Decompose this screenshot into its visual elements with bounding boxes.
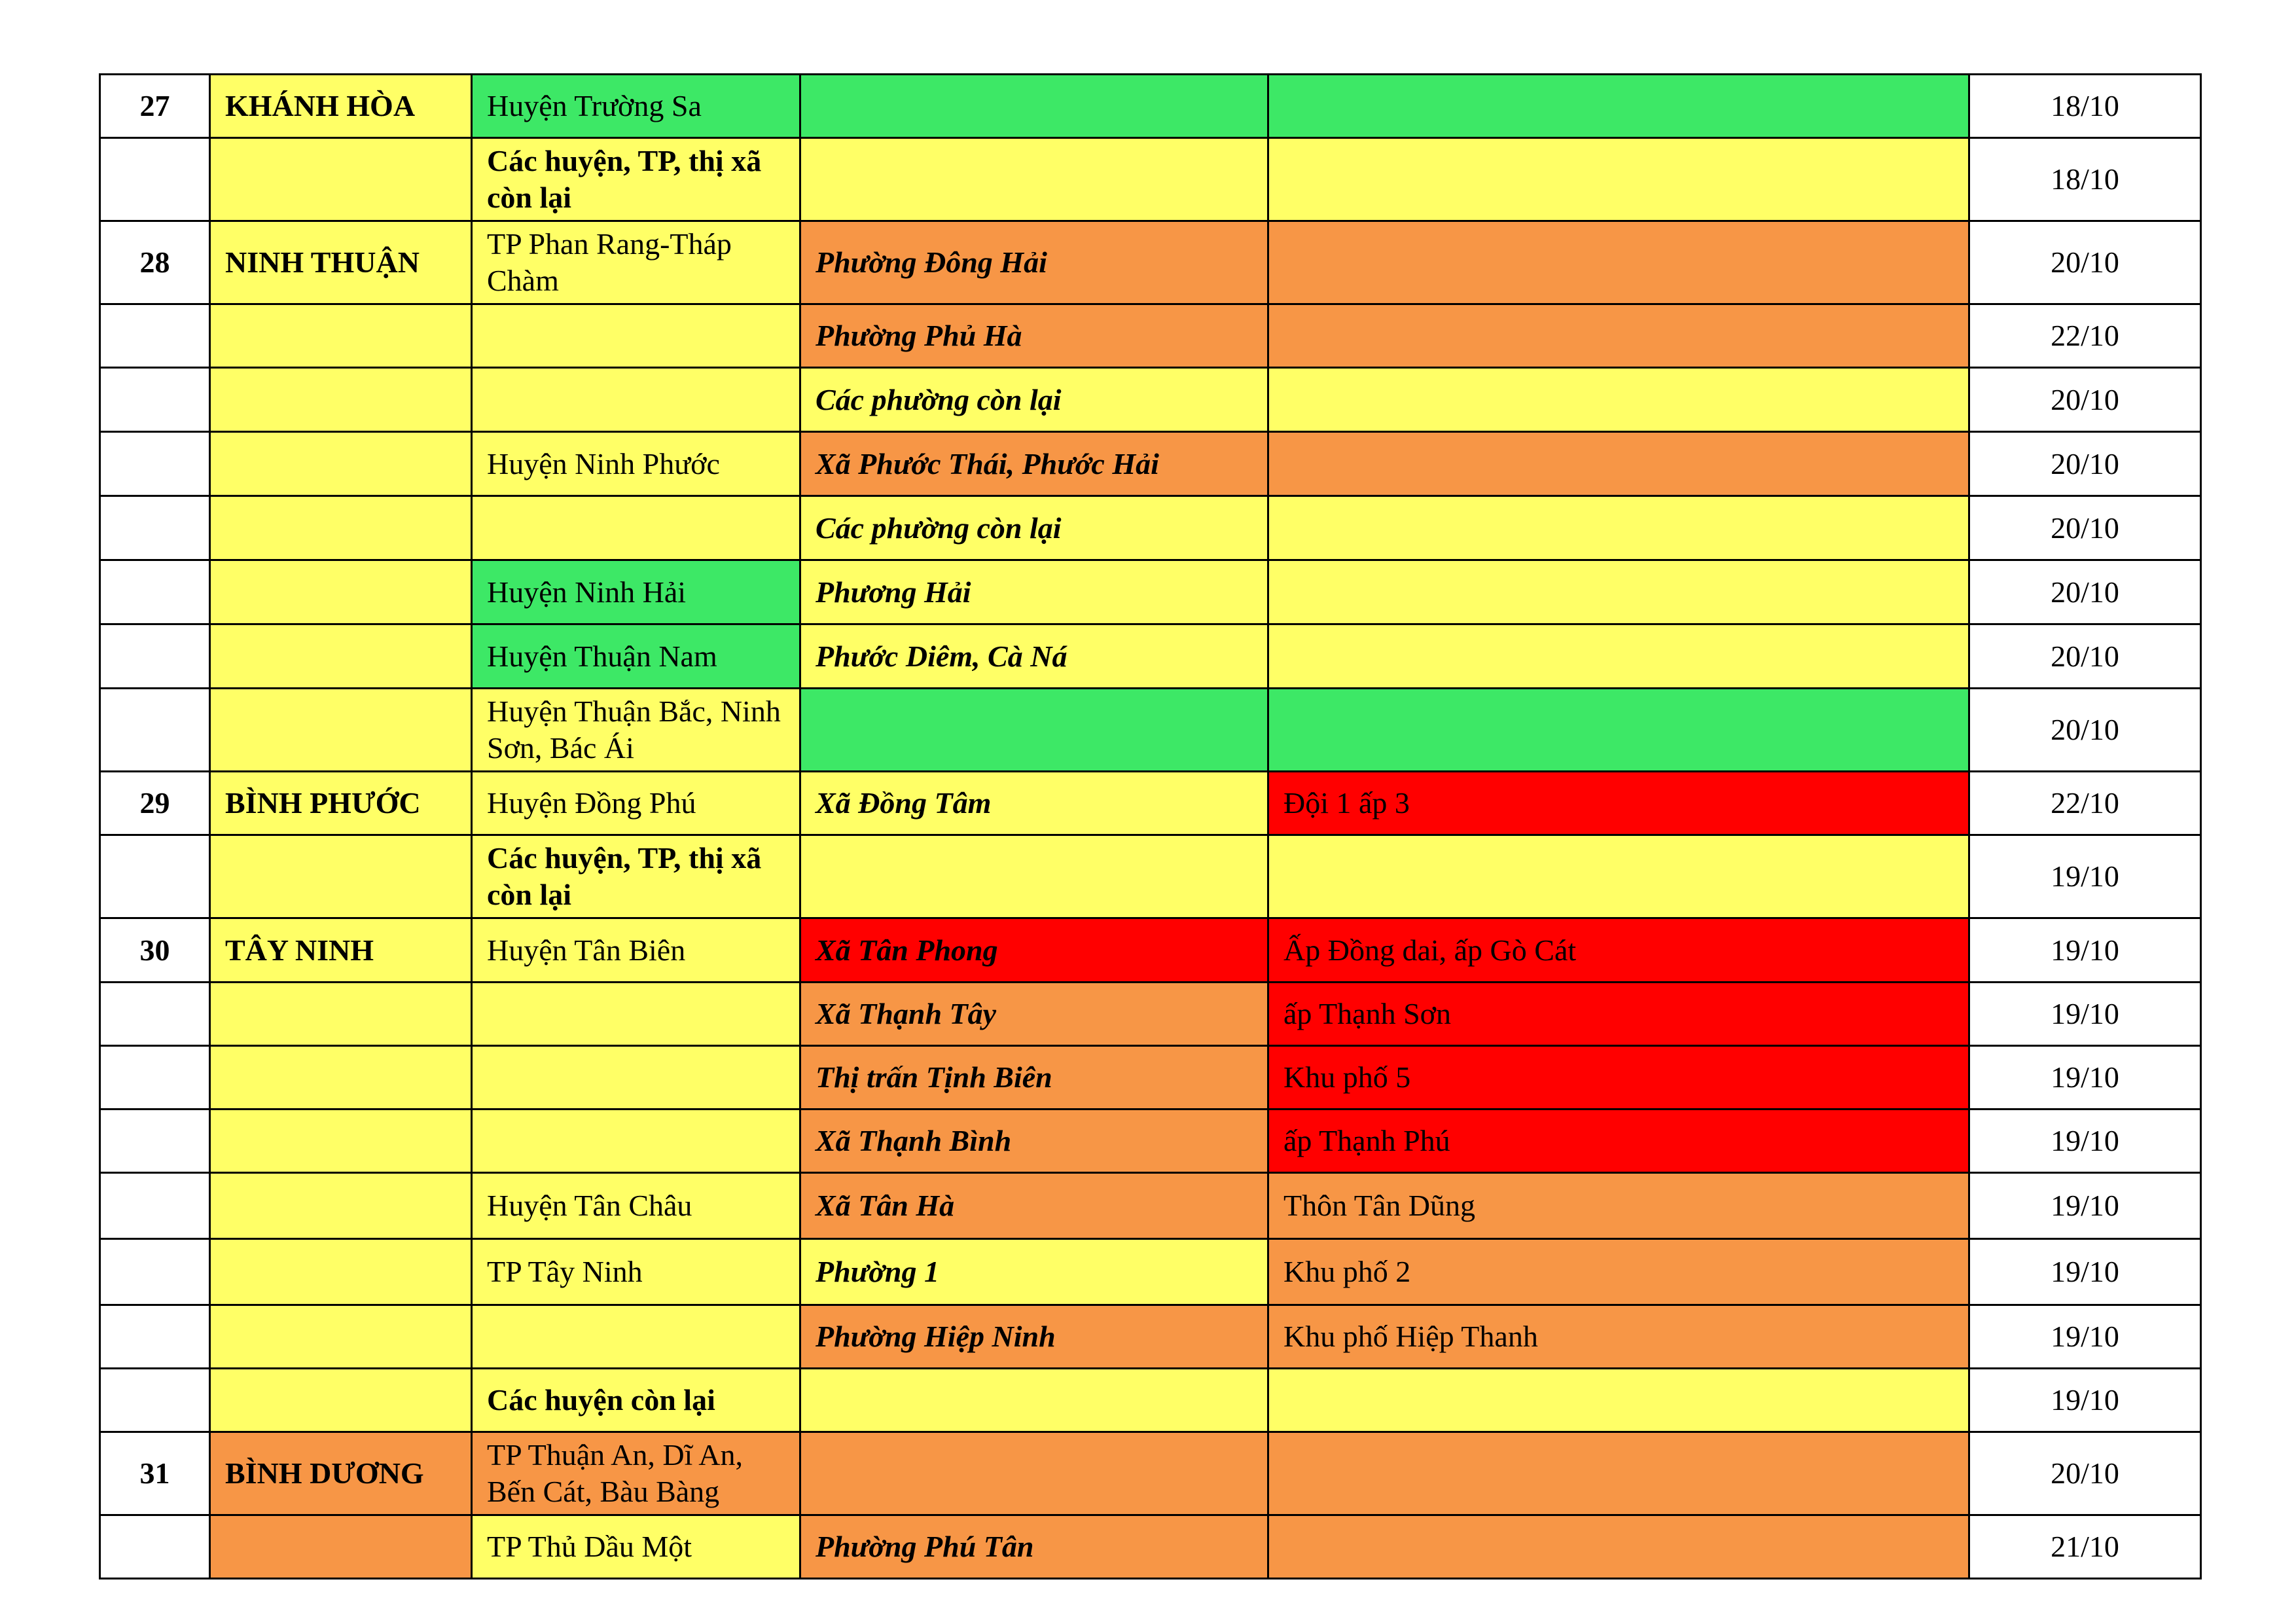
table-row [100,304,2201,368]
district-cell: Huyện Thuận Bắc, Ninh Sơn, Bác Ái [472,689,800,772]
district-cell: Huyện Thuận Nam [472,624,800,689]
province-cell [210,432,472,496]
date-cell: 20/10 [1969,432,2201,496]
province-cell [210,1046,472,1110]
district-cell: Các huyện, TP, thị xã còn lại [472,138,800,221]
hamlet-cell [1268,75,1969,138]
hamlet-cell: Đội 1 ấp 3 [1268,772,1969,835]
table-row [100,432,2201,496]
date-cell: 20/10 [1969,560,2201,624]
district-cell [472,304,800,368]
ward-cell [800,689,1268,772]
province-cell: TÂY NINH [210,918,472,983]
district-cell: TP Thuận An, Dĩ An, Bến Cát, Bàu Bàng [472,1432,800,1515]
province-cell [210,496,472,560]
hamlet-cell [1268,1515,1969,1579]
district-cell [472,368,800,432]
table-row [100,1369,2201,1432]
ward-cell [800,75,1268,138]
district-cell: Các huyện còn lại [472,1369,800,1432]
ward-cell: Phường Đông Hải [800,221,1268,304]
table-row [100,560,2201,624]
ward-cell: Xã Tân Hà [800,1173,1268,1239]
row-number [100,1239,210,1305]
table-row [100,624,2201,689]
hamlet-cell [1268,835,1969,918]
table-row [100,221,2201,304]
row-number: 29 [100,772,210,835]
table-row [100,983,2201,1046]
date-cell: 22/10 [1969,772,2201,835]
ward-cell: Phường Phủ Hà [800,304,1268,368]
hamlet-cell [1268,1369,1969,1432]
row-number [100,1369,210,1432]
row-number: 28 [100,221,210,304]
ward-cell: Xã Thạnh Tây [800,983,1268,1046]
ward-cell: Xã Tân Phong [800,918,1268,983]
ward-cell: Xã Thạnh Bình [800,1110,1268,1173]
hamlet-cell: ấp Thạnh Sơn [1268,983,1969,1046]
row-number: 31 [100,1432,210,1515]
ward-cell: Phước Diêm, Cà Ná [800,624,1268,689]
hamlet-cell [1268,221,1969,304]
ward-cell: Phương Hải [800,560,1268,624]
hamlet-cell [1268,304,1969,368]
district-cell: Huyện Ninh Hải [472,560,800,624]
table-row [100,1046,2201,1110]
province-cell: BÌNH DƯƠNG [210,1432,472,1515]
province-cell: KHÁNH HÒA [210,75,472,138]
district-cell: TP Phan Rang-Tháp Chàm [472,221,800,304]
table-row [100,368,2201,432]
province-cell [210,1173,472,1239]
ward-cell: Phường 1 [800,1239,1268,1305]
district-cell: Các huyện, TP, thị xã còn lại [472,835,800,918]
ward-cell [800,1369,1268,1432]
district-cell: TP Thủ Dầu Một [472,1515,800,1579]
table-row [100,1305,2201,1369]
date-cell: 19/10 [1969,918,2201,983]
ward-cell [800,138,1268,221]
table-row [100,1173,2201,1239]
hamlet-cell: Ấp Đồng dai, ấp Gò Cát [1268,918,1969,983]
province-cell: NINH THUẬN [210,221,472,304]
date-cell: 21/10 [1969,1515,2201,1579]
ward-cell: Các phường còn lại [800,368,1268,432]
date-cell: 20/10 [1969,689,2201,772]
ward-cell: Thị trấn Tịnh Biên [800,1046,1268,1110]
row-number [100,689,210,772]
row-number [100,835,210,918]
province-cell [210,304,472,368]
date-cell: 19/10 [1969,1239,2201,1305]
row-number [100,1173,210,1239]
province-cell [210,835,472,918]
row-number [100,624,210,689]
hamlet-cell [1268,689,1969,772]
date-cell: 20/10 [1969,221,2201,304]
row-number [100,304,210,368]
province-cell [210,1239,472,1305]
row-number [100,983,210,1046]
table-row [100,496,2201,560]
date-cell: 19/10 [1969,983,2201,1046]
province-cell [210,983,472,1046]
table-row [100,689,2201,772]
table-row [100,835,2201,918]
zone-level-table [99,73,2202,1579]
hamlet-cell [1268,1432,1969,1515]
table-row [100,1110,2201,1173]
province-cell [210,689,472,772]
hamlet-cell: Khu phố 5 [1268,1046,1969,1110]
date-cell: 20/10 [1969,496,2201,560]
table-row [100,138,2201,221]
ward-cell: Xã Đồng Tâm [800,772,1268,835]
district-cell: TP Tây Ninh [472,1239,800,1305]
date-cell: 19/10 [1969,1173,2201,1239]
ward-cell [800,1432,1268,1515]
ward-cell: Xã Phước Thái, Phước Hải [800,432,1268,496]
table-row [100,1239,2201,1305]
district-cell: Huyện Tân Châu [472,1173,800,1239]
table-row [100,1515,2201,1579]
province-cell [210,368,472,432]
province-cell: BÌNH PHƯỚC [210,772,472,835]
date-cell: 18/10 [1969,75,2201,138]
row-number [100,138,210,221]
row-number [100,432,210,496]
hamlet-cell [1268,432,1969,496]
hamlet-cell: Khu phố Hiệp Thanh [1268,1305,1969,1369]
ward-cell [800,835,1268,918]
table-row [100,1432,2201,1515]
district-cell: Huyện Trường Sa [472,75,800,138]
district-cell [472,983,800,1046]
hamlet-cell: Thôn Tân Dũng [1268,1173,1969,1239]
date-cell: 19/10 [1969,835,2201,918]
district-cell: Huyện Ninh Phước [472,432,800,496]
date-cell: 20/10 [1969,1432,2201,1515]
hamlet-cell: ấp Thạnh Phú [1268,1110,1969,1173]
district-cell: Huyện Đồng Phú [472,772,800,835]
province-cell [210,624,472,689]
ward-cell: Phường Hiệp Ninh [800,1305,1268,1369]
province-cell [210,1515,472,1579]
hamlet-cell [1268,624,1969,689]
date-cell: 22/10 [1969,304,2201,368]
row-number [100,1110,210,1173]
hamlet-cell [1268,496,1969,560]
ward-cell: Các phường còn lại [800,496,1268,560]
hamlet-cell: Khu phố 2 [1268,1239,1969,1305]
table-row [100,772,2201,835]
row-number [100,1515,210,1579]
row-number [100,368,210,432]
province-cell [210,138,472,221]
hamlet-cell [1268,368,1969,432]
date-cell: 19/10 [1969,1046,2201,1110]
date-cell: 19/10 [1969,1369,2201,1432]
date-cell: 19/10 [1969,1110,2201,1173]
date-cell: 20/10 [1969,624,2201,689]
table-row [100,918,2201,983]
district-cell [472,1305,800,1369]
date-cell: 19/10 [1969,1305,2201,1369]
district-cell [472,496,800,560]
ward-cell: Phường Phú Tân [800,1515,1268,1579]
province-cell [210,560,472,624]
province-cell [210,1110,472,1173]
district-cell: Huyện Tân Biên [472,918,800,983]
province-cell [210,1369,472,1432]
hamlet-cell [1268,560,1969,624]
province-cell [210,1305,472,1369]
district-cell [472,1110,800,1173]
row-number [100,496,210,560]
row-number: 27 [100,75,210,138]
hamlet-cell [1268,138,1969,221]
row-number [100,1046,210,1110]
table-row [100,75,2201,138]
row-number: 30 [100,918,210,983]
row-number [100,1305,210,1369]
row-number [100,560,210,624]
date-cell: 18/10 [1969,138,2201,221]
district-cell [472,1046,800,1110]
date-cell: 20/10 [1969,368,2201,432]
